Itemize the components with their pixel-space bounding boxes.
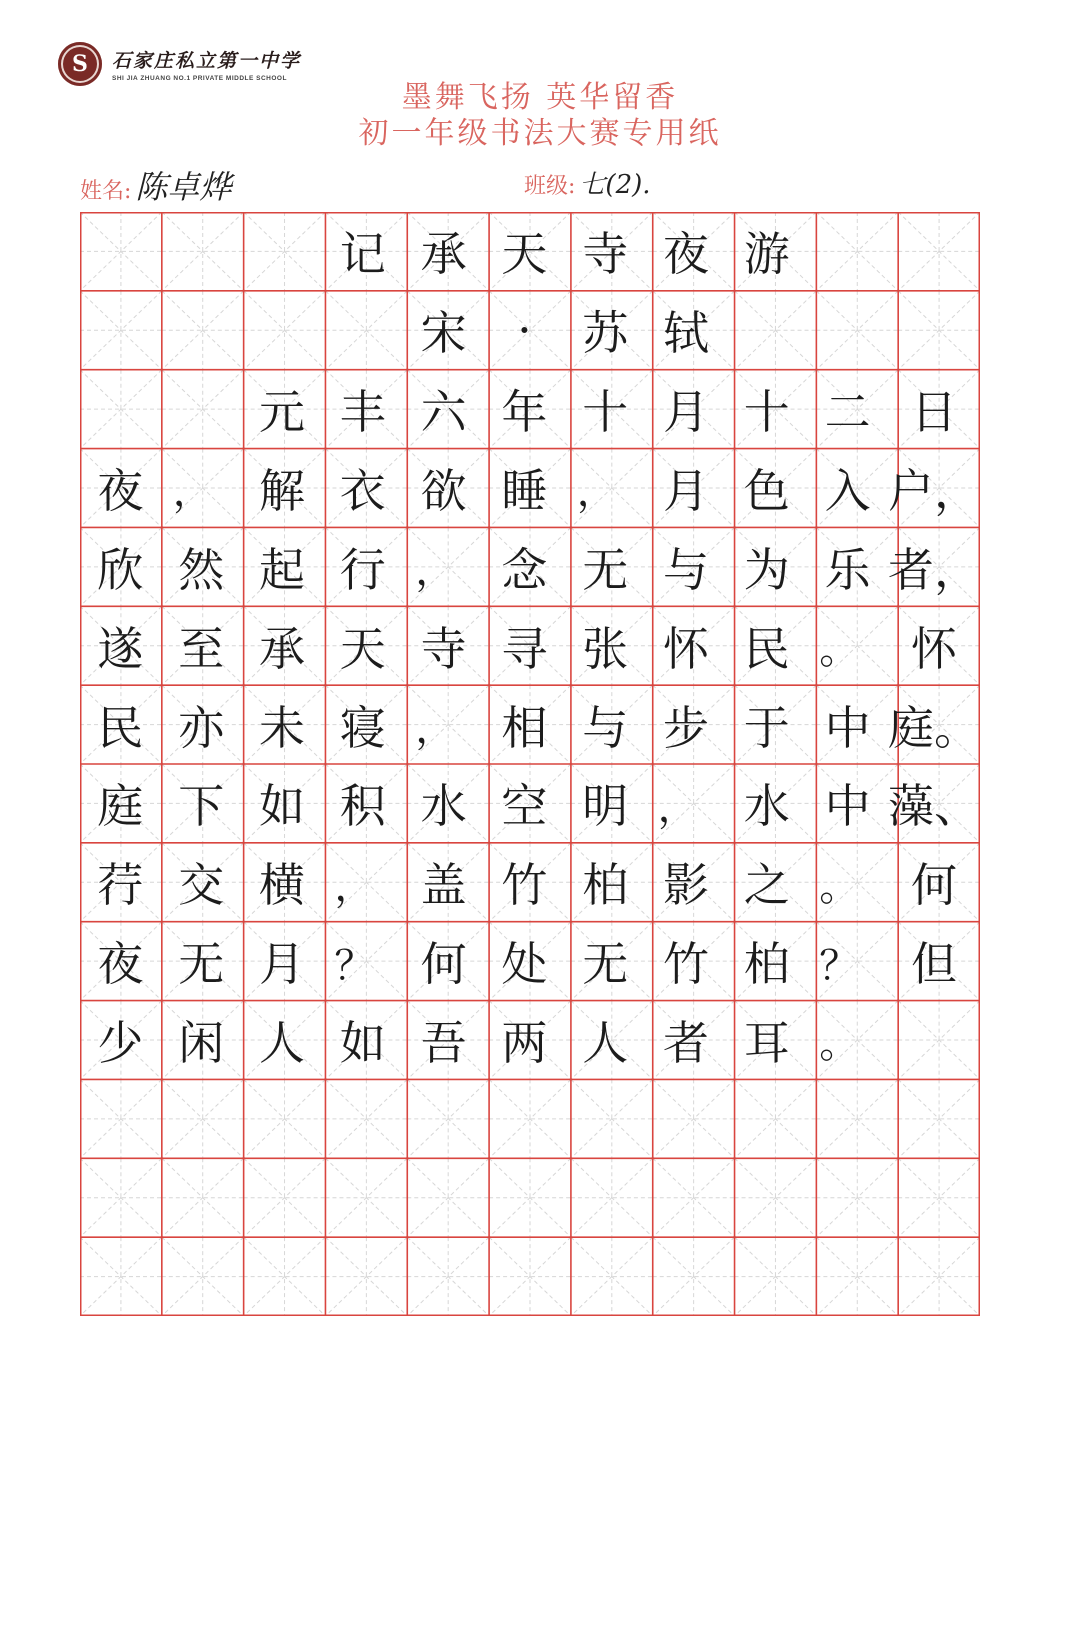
grid-cell: 记 (339, 227, 386, 282)
grid-cell: 明 (582, 779, 629, 834)
grid-cell: 未 (258, 700, 305, 755)
grid-cell: 睡 (501, 463, 548, 518)
grid-cell: 月 (662, 385, 709, 440)
grid-cell (484, 1158, 565, 1237)
grid-cell: 至 (178, 621, 225, 676)
grid-cell: 民 (743, 621, 790, 676)
grid-cell: 处 (501, 937, 548, 992)
school-name-english: SHI JIA ZHUANG NO.1 PRIVATE MIDDLE SCHOOL (112, 75, 287, 82)
grid-cell: 闲 (178, 1015, 225, 1070)
grid-cell (888, 1158, 980, 1237)
grid-cell: 宋 (420, 306, 467, 361)
grid-cell (807, 1158, 888, 1237)
grid-cell (726, 1079, 807, 1158)
grid-cell (888, 1001, 980, 1080)
contest-title: 初一年级书法大赛专用纸 (358, 116, 722, 151)
grid-cell: 乐 (824, 542, 871, 597)
grid-cell: 户， (888, 463, 980, 518)
grid-cells (80, 212, 980, 1316)
grid-cell (565, 1079, 646, 1158)
grid-cell: 怀 (911, 621, 957, 676)
grid-cell: 与 (582, 700, 629, 755)
school-seal-icon: S (58, 42, 102, 86)
grid-cell: ， (334, 863, 375, 910)
grid-cell (646, 1079, 727, 1158)
grid-cell (322, 1158, 403, 1237)
grid-cell: 夜 (662, 227, 709, 282)
grid-cell: 但 (911, 937, 957, 992)
grid-cell (565, 1237, 646, 1316)
class-field (524, 164, 651, 201)
grid-cell: 荇 (97, 858, 144, 913)
grid-cell: 遂 (97, 621, 144, 676)
grid-cell (242, 212, 323, 291)
grid-cell (807, 1237, 888, 1316)
grid-cell: 如 (339, 1015, 386, 1070)
grid-cell: 苏 (582, 306, 629, 361)
grid-cell: 寝 (339, 700, 386, 755)
grid-cell (161, 1237, 242, 1316)
grid-cell: 元 (258, 385, 305, 440)
grid-cell: 无 (582, 542, 629, 597)
grid-cell: 无 (582, 937, 629, 992)
grid-cell: 何 (420, 937, 467, 992)
grid-cell (726, 1237, 807, 1316)
grid-cell: 寻 (501, 621, 548, 676)
grid-cell: 起 (258, 542, 305, 597)
grid-cell (403, 1237, 484, 1316)
grid-cell (726, 291, 807, 370)
grid-cell: 怀 (662, 621, 709, 676)
calligraphy-grid (80, 212, 980, 1316)
grid-cell: 欲 (420, 463, 467, 518)
grid-cell: 承 (258, 621, 305, 676)
class-label: 班级: (524, 174, 576, 199)
grid-cell (161, 212, 242, 291)
grid-cell (807, 291, 888, 370)
grid-cell: 为 (743, 542, 790, 597)
grid-cell (242, 291, 323, 370)
grid-cell: 少 (97, 1015, 144, 1070)
grid-cell: 中 (824, 779, 871, 834)
grid-cell (888, 291, 980, 370)
grid-cell: 盖 (420, 858, 467, 913)
grid-cell (322, 291, 403, 370)
grid-cell: 轼 (662, 306, 709, 361)
grid-cell (403, 1158, 484, 1237)
grid-cell: 者， (888, 542, 980, 597)
grid-cell: 月 (258, 937, 305, 992)
grid-cell (322, 1237, 403, 1316)
grid-cell: 念 (501, 542, 548, 597)
grid-cell: 何 (911, 858, 957, 913)
grid-cell: 竹 (501, 858, 548, 913)
grid-cell: 下 (178, 779, 225, 834)
grid-cell: 交 (178, 858, 225, 913)
grid-cell (807, 212, 888, 291)
grid-cell: 月 (662, 463, 709, 518)
grid-cell (646, 1158, 727, 1237)
grid-cell: 积 (339, 779, 386, 834)
grid-cell: 竹 (662, 937, 709, 992)
grid-cell: 寺 (582, 227, 629, 282)
grid-cell (242, 1237, 323, 1316)
school-name-chinese: 石家庄私立第一中学 (112, 50, 302, 72)
grid-cell (726, 1158, 807, 1237)
grid-cell: 与 (662, 542, 709, 597)
contest-slogan: 墨舞飞扬 英华留香 (401, 80, 679, 115)
grid-cell: 六 (420, 385, 467, 440)
grid-cell (80, 291, 161, 370)
grid-cell: 。 (819, 627, 860, 674)
grid-cell: 空 (501, 779, 548, 834)
grid-cell (242, 1079, 323, 1158)
grid-cell: 水 (743, 779, 790, 834)
grid-cell: 人 (258, 1015, 305, 1070)
grid-cell: 夜 (97, 937, 144, 992)
grid-cell: 游 (743, 227, 790, 282)
grid-cell (80, 370, 161, 449)
grid-cell: · (517, 303, 532, 358)
grid-cell: 。 (819, 1021, 860, 1068)
grid-cell (484, 1079, 565, 1158)
grid-cell: 二 (824, 385, 871, 440)
grid-cell: 夜 (97, 463, 144, 518)
grid-cell (161, 291, 242, 370)
grid-cell (161, 370, 242, 449)
grid-cell (403, 1079, 484, 1158)
grid-cell: 十 (743, 385, 790, 440)
grid-cell: 丰 (339, 385, 386, 440)
grid-cell: 亦 (178, 700, 225, 755)
grid-cell (322, 1079, 403, 1158)
grid-cell: 承 (420, 227, 467, 282)
grid-cell (888, 1237, 980, 1316)
grid-cell: ， (657, 784, 698, 831)
grid-cell: 年 (501, 385, 548, 440)
grid-cell: 影 (662, 858, 709, 913)
name-value: 陈卓烨 (135, 168, 232, 206)
grid-cell: 中 (824, 700, 871, 755)
grid-cell (807, 1079, 888, 1158)
grid-cell: ？ (334, 942, 375, 989)
grid-cell: 行 (339, 542, 386, 597)
name-label: 姓名: (80, 179, 132, 204)
grid-cell: 如 (258, 779, 305, 834)
grid-cell: 者 (662, 1015, 709, 1070)
grid-cell: 寺 (420, 621, 467, 676)
grid-cell: 耳 (743, 1015, 790, 1070)
grid-cell (80, 1158, 161, 1237)
grid-cell: 横 (258, 858, 305, 913)
grid-cell (161, 1079, 242, 1158)
grid-cell: ， (172, 469, 213, 516)
grid-cell: ， (415, 705, 456, 752)
grid-cell (161, 1158, 242, 1237)
grid-cell: 民 (97, 700, 144, 755)
grid-cell: 两 (501, 1015, 548, 1070)
grid-cell (80, 1079, 161, 1158)
grid-cell: 吾 (420, 1015, 467, 1070)
grid-cell: 入 (824, 463, 871, 518)
grid-cell: 然 (178, 542, 225, 597)
grid-cell: 水 (420, 779, 467, 834)
grid-cell: 无 (178, 937, 225, 992)
grid-cell: 十 (582, 385, 629, 440)
grid-cell (565, 1158, 646, 1237)
grid-cell: 衣 (339, 463, 386, 518)
grid-cell: 藻、 (888, 779, 980, 834)
grid-cell: 人 (582, 1015, 629, 1070)
grid-cell: 欣 (97, 542, 144, 597)
name-field (80, 162, 231, 208)
grid-cell: 相 (501, 700, 548, 755)
grid-cell (484, 1237, 565, 1316)
grid-cell (888, 212, 980, 291)
class-value: 七(2). (579, 170, 651, 200)
grid-cell: 庭 (97, 779, 144, 834)
grid-cell: 庭。 (888, 700, 980, 755)
grid-cell: 。 (819, 863, 860, 910)
grid-cell: ？ (819, 942, 860, 989)
grid-cell: 解 (258, 463, 305, 518)
grid-cell: 柏 (582, 858, 629, 913)
grid-cell: ， (576, 469, 617, 516)
grid-cell: 张 (582, 621, 629, 676)
grid-cell: 色 (743, 463, 790, 518)
grid-cell: ， (415, 548, 456, 595)
grid-cell: 柏 (743, 937, 790, 992)
grid-cell: 天 (339, 621, 386, 676)
grid-cell (888, 1079, 980, 1158)
grid-cell (80, 212, 161, 291)
grid-cell: 步 (662, 700, 709, 755)
grid-cell (242, 1158, 323, 1237)
grid-cell (80, 1237, 161, 1316)
grid-cell (646, 1237, 727, 1316)
grid-cell: 天 (501, 227, 548, 282)
grid-cell: 日 (911, 385, 957, 440)
grid-cell: 之 (743, 858, 790, 913)
grid-cell: 于 (743, 700, 790, 755)
